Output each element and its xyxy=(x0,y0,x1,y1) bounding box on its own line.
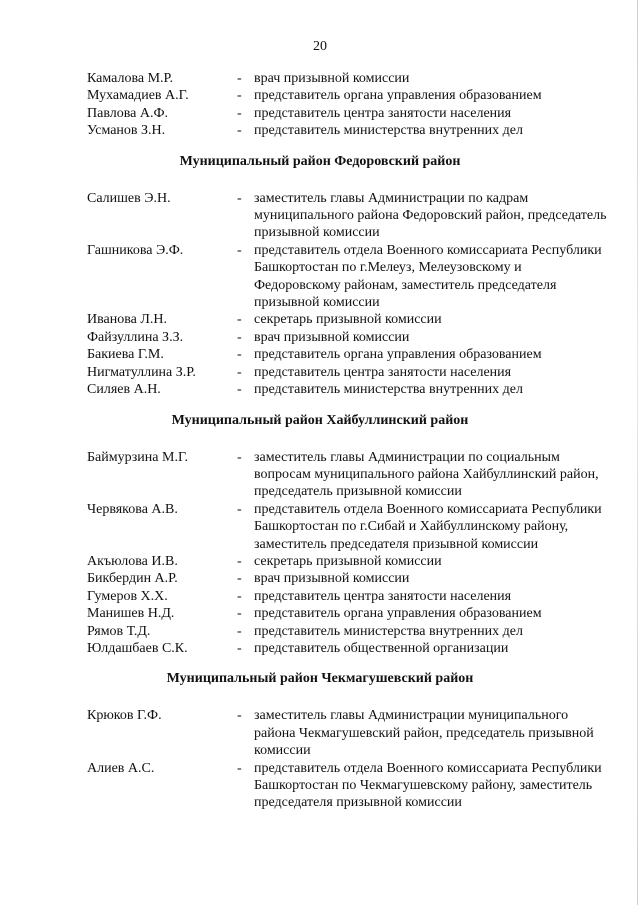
member-row xyxy=(87,311,607,328)
member-role: представитель центра занятости населения xyxy=(254,105,512,121)
dash: - xyxy=(237,190,242,206)
member-row xyxy=(87,190,607,242)
section-khaibullinsky xyxy=(87,449,607,658)
dash: - xyxy=(237,606,242,622)
member-row xyxy=(87,553,607,570)
member-name: Акъюлова И.В. xyxy=(87,553,178,569)
member-role: представитель органа управления образованием xyxy=(254,347,542,363)
member-name: Юлдашбаев С.К. xyxy=(87,640,188,656)
member-row xyxy=(87,570,607,587)
dash: - xyxy=(237,312,242,328)
member-row xyxy=(87,605,607,622)
member-role: представитель министерства внутренних дел xyxy=(254,623,523,639)
section-chekmagushevsky xyxy=(87,707,607,811)
commission-list xyxy=(87,70,607,812)
member-name: Бикбердин А.Р. xyxy=(87,571,178,587)
member-row xyxy=(87,640,607,657)
member-role: представитель министерства внутренних дел xyxy=(254,123,523,139)
dash: - xyxy=(237,71,242,86)
page-edge xyxy=(637,0,638,905)
member-role: секретарь призывной комиссии xyxy=(254,312,442,328)
dash: - xyxy=(237,105,242,121)
member-name: Гашникова Э.Ф. xyxy=(87,242,184,258)
member-row xyxy=(87,381,607,398)
member-row xyxy=(87,501,607,553)
member-row xyxy=(87,449,607,501)
section-fedorovsky xyxy=(87,190,607,399)
member-row xyxy=(87,707,607,759)
dash: - xyxy=(237,588,242,604)
member-name: Мухамадиев А.Г. xyxy=(87,88,189,104)
dash: - xyxy=(237,123,242,139)
dash: - xyxy=(237,242,242,258)
dash: - xyxy=(237,760,242,776)
dash: - xyxy=(237,553,242,569)
member-role: секретарь призывной комиссии xyxy=(254,553,442,569)
section-heading-khaibullinsky: Муниципальный район Хайбуллинский район xyxy=(171,412,469,428)
member-name: Силяев А.Н. xyxy=(87,382,161,398)
section-heading-chekmagushevsky: Муниципальный район Чекмагушевский район xyxy=(166,671,474,687)
member-role: представитель общественной организации xyxy=(254,640,509,656)
member-role: врач призывной комиссии xyxy=(254,71,410,86)
member-row xyxy=(87,87,607,104)
member-role: врач призывной комиссии xyxy=(254,571,410,587)
dash: - xyxy=(237,501,242,517)
dash: - xyxy=(237,640,242,656)
member-row xyxy=(87,623,607,640)
member-name: Бакиева Г.М. xyxy=(87,347,164,363)
dash: - xyxy=(237,449,242,465)
member-row xyxy=(87,760,607,812)
member-row xyxy=(87,346,607,363)
dash: - xyxy=(237,88,242,104)
member-name: Алиев А.С. xyxy=(87,760,155,776)
member-role: врач призывной комиссии xyxy=(254,329,410,345)
member-name: Павлова А.Ф. xyxy=(87,105,169,121)
member-name: Нигматуллина З.Р. xyxy=(87,364,196,380)
dash: - xyxy=(237,364,242,380)
member-name: Иванова Л.Н. xyxy=(87,312,167,328)
member-name: Рямов Т.Д. xyxy=(87,623,151,639)
member-name: Салишев Э.Н. xyxy=(87,190,171,206)
member-row xyxy=(87,122,607,139)
member-role: представитель органа управления образованием xyxy=(254,88,542,104)
dash: - xyxy=(237,708,242,724)
section-heading-fedorovsky: Муниципальный район Федоровский район xyxy=(179,153,461,169)
dash: - xyxy=(237,382,242,398)
member-name: Файзуллина З.З. xyxy=(87,329,184,345)
member-role: представитель центра занятости населения xyxy=(254,588,512,604)
member-name: Баймурзина М.Г. xyxy=(87,449,188,465)
member-role: представитель министерства внутренних дел xyxy=(254,382,523,398)
member-role: заместитель главы Администрации по кадрам муниципального района Федоровский район, председатель призывной комиссии xyxy=(254,190,607,241)
section-continuation xyxy=(87,70,607,140)
member-row xyxy=(87,105,607,122)
member-role: заместитель главы Администрации по социальным вопросам муниципального района Хайбуллинский район, председатель призывной комиссии xyxy=(254,449,599,500)
dash: - xyxy=(237,329,242,345)
member-role: заместитель главы Администрации муниципального района Чекмагушевский район, председатель призывной комиссии xyxy=(254,708,594,759)
member-name: Манишев Н.Д. xyxy=(87,606,175,622)
member-role: представитель отдела Военного комиссариата Республики Башкортостан по Чекмагушевскому району, заместитель председателя призывной комиссии xyxy=(254,760,602,811)
member-role: представитель органа управления образованием xyxy=(254,606,542,622)
dash: - xyxy=(237,623,242,639)
member-name: Червякова А.В. xyxy=(87,501,178,517)
member-row xyxy=(87,588,607,605)
member-row xyxy=(87,70,607,87)
member-role: представитель отдела Военного комиссариата Республики Башкортостан по г.Мелеуз, Мелеузовскому и Федоровскому районам, заместитель председателя призывной комиссии xyxy=(254,242,602,311)
member-row xyxy=(87,364,607,381)
member-row xyxy=(87,329,607,346)
member-role: представитель центра занятости населения xyxy=(254,364,512,380)
page-number: 20 xyxy=(313,39,327,54)
dash: - xyxy=(237,571,242,587)
member-name: Гумеров Х.Х. xyxy=(87,588,168,604)
member-name: Крюков Г.Ф. xyxy=(87,708,162,724)
dash: - xyxy=(237,347,242,363)
member-name: Усманов З.Н. xyxy=(87,123,166,139)
member-row xyxy=(87,242,607,312)
member-role: представитель отдела Военного комиссариата Республики Башкортостан по г.Сибай и Хайбуллинскому району, заместитель председателя призывной комиссии xyxy=(254,501,602,552)
member-name: Камалова М.Р. xyxy=(87,71,174,86)
